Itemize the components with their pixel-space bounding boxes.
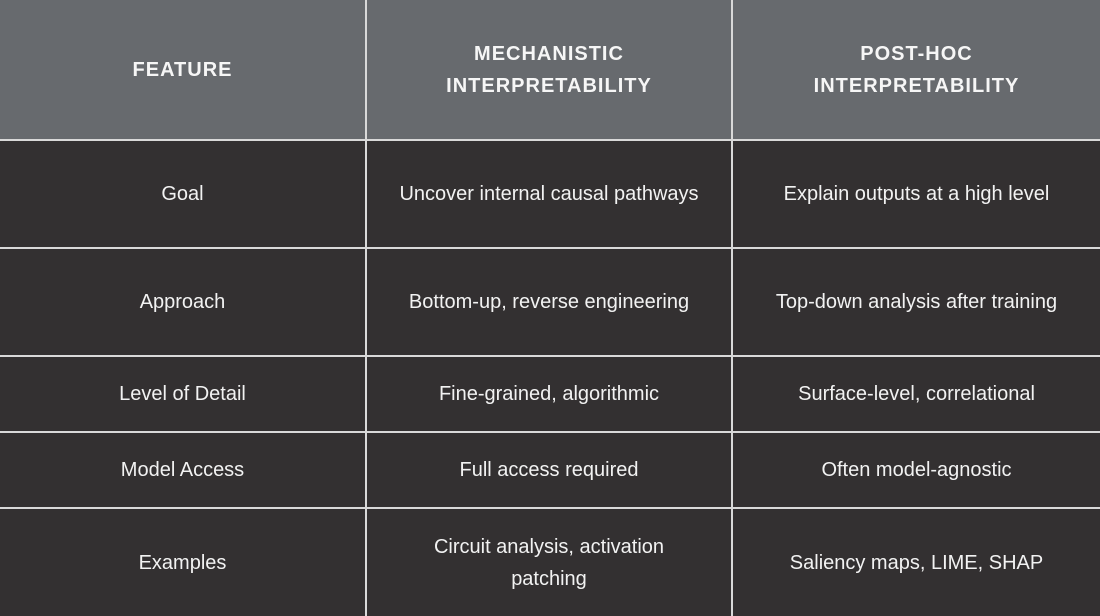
header-mechanistic-interpretability: MECHANISTIC INTERPRETABILITY <box>367 0 733 141</box>
row-model-access-mechanistic: Full access required <box>367 433 733 509</box>
row-approach-post-hoc: Top-down analysis after training <box>733 249 1100 357</box>
row-level-of-detail-feature: Level of Detail <box>0 357 367 433</box>
row-examples-mechanistic: Circuit analysis, activation patching <box>367 509 733 616</box>
row-examples-feature: Examples <box>0 509 367 616</box>
header-feature: FEATURE <box>0 0 367 141</box>
row-goal-post-hoc: Explain outputs at a high level <box>733 141 1100 249</box>
row-model-access-post-hoc: Often model-agnostic <box>733 433 1100 509</box>
header-post-hoc-interpretability: POST-HOC INTERPRETABILITY <box>733 0 1100 141</box>
row-goal-mechanistic: Uncover internal causal pathways <box>367 141 733 249</box>
row-model-access-feature: Model Access <box>0 433 367 509</box>
row-approach-feature: Approach <box>0 249 367 357</box>
row-examples-post-hoc: Saliency maps, LIME, SHAP <box>733 509 1100 616</box>
row-approach-mechanistic: Bottom-up, reverse engineering <box>367 249 733 357</box>
row-level-of-detail-mechanistic: Fine-grained, algorithmic <box>367 357 733 433</box>
row-level-of-detail-post-hoc: Surface-level, correlational <box>733 357 1100 433</box>
row-goal-feature: Goal <box>0 141 367 249</box>
